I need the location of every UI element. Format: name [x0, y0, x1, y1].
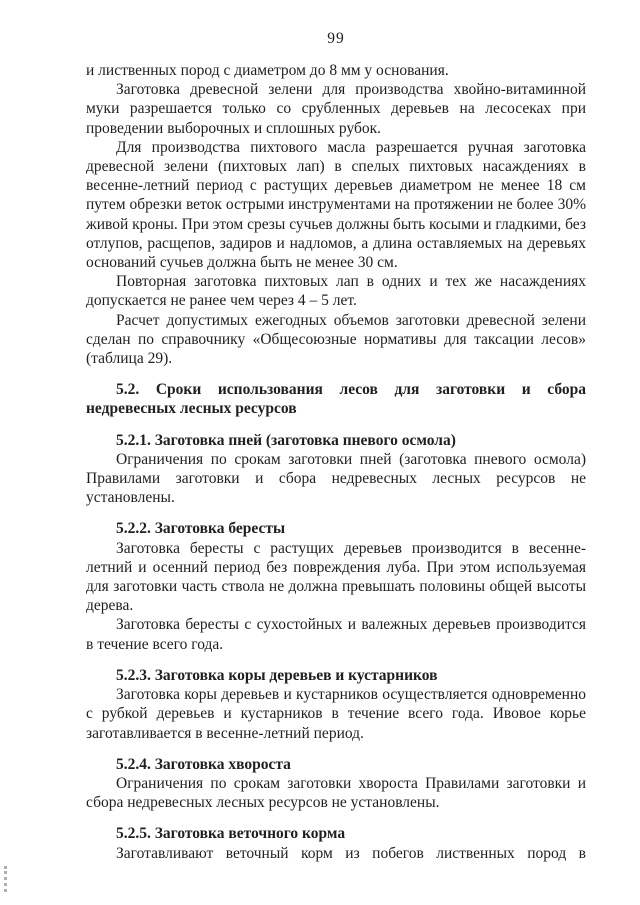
body-paragraph: Заготовка коры деревьев и кустарников осуществляется одновременно с рубкой деревьев и кустарников в течение всего года. Ивовое корье заготавливается в весенне-летний период.	[86, 686, 586, 742]
section-heading: 5.2.1. Заготовка пней (заготовка пневого осмола)	[116, 431, 456, 449]
section-heading: 5.2.3. Заготовка коры деревьев и кустарников	[116, 666, 438, 684]
body-paragraph: Расчет допустимых ежегодных объемов заготовки древесной зелени сделан по справочнику «Общесоюзные нормативы для таксации лесов» (таблица 29).	[86, 311, 586, 368]
body-paragraph: Заготовка древесной зелени для производства хвойно-витаминной муки разрешается только со срубленных деревьев на лесосеках при проведении выборочных и сплошных рубок.	[86, 81, 586, 137]
section-heading: 5.2.4. Заготовка хвороста	[116, 755, 291, 773]
body-paragraph: Заготовка бересты с растущих деревьев производится в весенне-летний и осенний период без повреждения луба. При этом используемая для заготовки часть ствола не должна превышать половины общей высоты дерева.	[86, 539, 586, 615]
heading-line: недревесных лесных ресурсов	[86, 400, 297, 418]
body-paragraph: Для производства пихтового масла разрешается ручная заготовка древесной зелени (пихтовых лап) в спелых пихтовых насаждениях в весенне-летний период с растущих деревьев диаметром не менее 18 см путем обрезки веток острыми инструментами на протяжении не более 30% живой кроны. При этом срезы сучьев должны быть косыми и гладкими, без отлупов, расщепов, задиров и надломов, а длина оставляемых на деревьях оснований сучьев должна быть не менее 30 см.	[86, 138, 586, 272]
section-heading	[86, 380, 586, 418]
document-body	[86, 61, 586, 863]
page-number: 99	[327, 30, 345, 47]
section-heading: 5.2.2. Заготовка бересты	[116, 520, 286, 538]
body-paragraph: Заготавливают веточный корм из побегов лиственных пород в	[116, 844, 586, 862]
section-heading: 5.2.5. Заготовка веточного корма	[116, 825, 346, 843]
body-paragraph: и лиственных пород с диаметром до 8 мм у основания.	[86, 62, 449, 79]
body-paragraph: Ограничения по срокам заготовки пней (заготовка пневого осмола) Правилами заготовки и сбора недревесных лесных ресурсов не установлены.	[86, 450, 586, 507]
body-paragraph: Повторная заготовка пихтовых лап в одних и тех же насаждениях допускается не ранее чем через 4 – 5 лет.	[86, 273, 586, 310]
scan-artifact	[4, 866, 10, 892]
body-paragraph: Заготовка бересты с сухостойных и валежных деревьев производится в течение всего года.	[86, 616, 586, 653]
body-paragraph: Ограничения по срокам заготовки хвороста Правилами заготовки и сбора недревесных лесных ресурсов не установлены.	[86, 774, 586, 812]
heading-line: 5.2. Сроки использования лесов для заготовки и сбора	[116, 381, 586, 399]
